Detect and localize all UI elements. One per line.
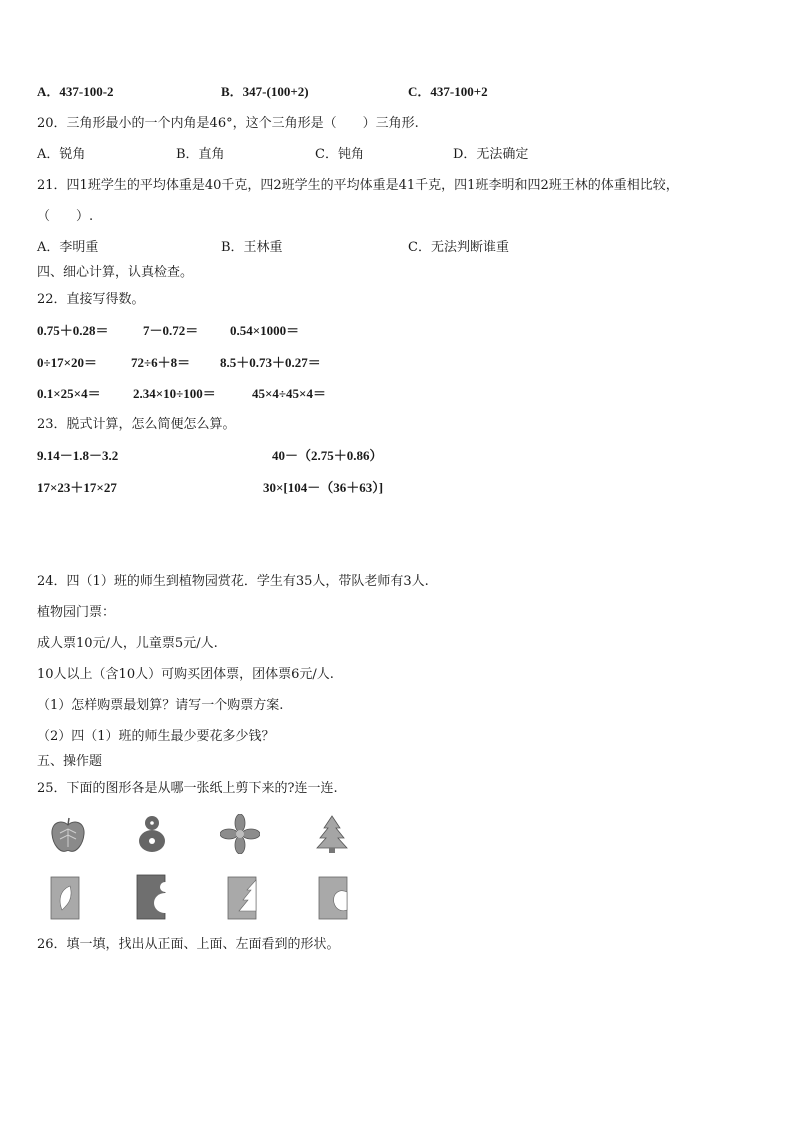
q23-r1-c1: 9.14－1.8－3.2 [37, 448, 119, 463]
section-5-heading: 五、操作题 [37, 754, 103, 769]
q21-option-a: A．李明重 [37, 240, 99, 255]
q24-line5: （1）怎样购票最划算？请写一个购票方案. [37, 698, 284, 713]
q23-r2-c2: 30×[104－（36＋63）] [263, 480, 384, 495]
q22-r3-c1: 0.1×25×4＝ [37, 386, 101, 401]
q19-option-c: C．437-100+2 [408, 84, 488, 99]
q21-option-c: C．无法判断谁重 [408, 240, 509, 255]
tree-shape-icon [314, 814, 350, 854]
q22-r1-c1: 0.75＋0.28＝ [37, 323, 109, 338]
q24-line6: （2）四（1）班的师生最少要花多少钱？ [37, 729, 275, 744]
q22-r2-c3: 8.5＋0.73＋0.27＝ [220, 355, 321, 370]
gourd-shape-icon [135, 812, 169, 854]
q24-line4: 10人以上（含10人）可购买团体票，团体票6元/人. [37, 667, 334, 682]
q22-title: 22．直接写得数。 [37, 292, 145, 307]
q19-option-a: A．437-100-2 [37, 84, 114, 99]
paper-tree-cut-icon [227, 876, 257, 920]
paper-leaf-cut-icon [50, 876, 80, 920]
q20-question: 20．三角形最小的一个内角是46°，这个三角形是（ ）三角形. [37, 116, 419, 131]
q24-line1: 24．四（1）班的师生到植物园赏花．学生有35人，带队老师有3人. [37, 574, 429, 589]
q20-option-c: C．钝角 [315, 147, 364, 162]
q21-option-b: B．王林重 [221, 240, 283, 255]
q22-r2-c2: 72÷6＋8＝ [131, 355, 191, 370]
q22-r1-c3: 0.54×1000＝ [230, 323, 300, 338]
q25-title: 25．下面的图形各是从哪一张纸上剪下来的?连一连. [37, 781, 338, 796]
q21-question-line1: 21．四1班学生的平均体重是40千克，四2班学生的平均体重是41千克，四1班李明和四2班王林的体重相比较， [37, 178, 679, 193]
paper-gourd-cut-icon [136, 874, 166, 920]
q20-option-d: D．无法确定 [453, 147, 529, 162]
q22-r3-c3: 45×4÷45×4＝ [252, 386, 326, 401]
paper-apple-cut-icon [318, 876, 348, 920]
q21-question-line2: （ ）. [37, 209, 94, 224]
q23-r2-c1: 17×23＋17×27 [37, 480, 117, 495]
flower-shape-icon [220, 814, 260, 854]
q22-r1-c2: 7－0.72＝ [143, 323, 199, 338]
q20-option-b: B．直角 [176, 147, 225, 162]
q23-r1-c2: 40－（2.75＋0.86） [272, 448, 383, 463]
section-4-heading: 四、细心计算，认真检查。 [37, 265, 194, 280]
q24-line2: 植物园门票： [37, 605, 116, 620]
q20-option-a: A．锐角 [37, 147, 86, 162]
q19-option-b: B．347-(100+2) [221, 84, 309, 99]
q26-question: 26．填一填，找出从正面、上面、左面看到的形状。 [37, 937, 340, 952]
q22-r3-c2: 2.34×10÷100＝ [133, 386, 216, 401]
q22-r2-c1: 0÷17×20＝ [37, 355, 98, 370]
q24-line3: 成人票10元/人，儿童票5元/人. [37, 636, 218, 651]
apple-shape-icon [48, 815, 88, 855]
q23-title: 23．脱式计算，怎么简便怎么算。 [37, 417, 236, 432]
